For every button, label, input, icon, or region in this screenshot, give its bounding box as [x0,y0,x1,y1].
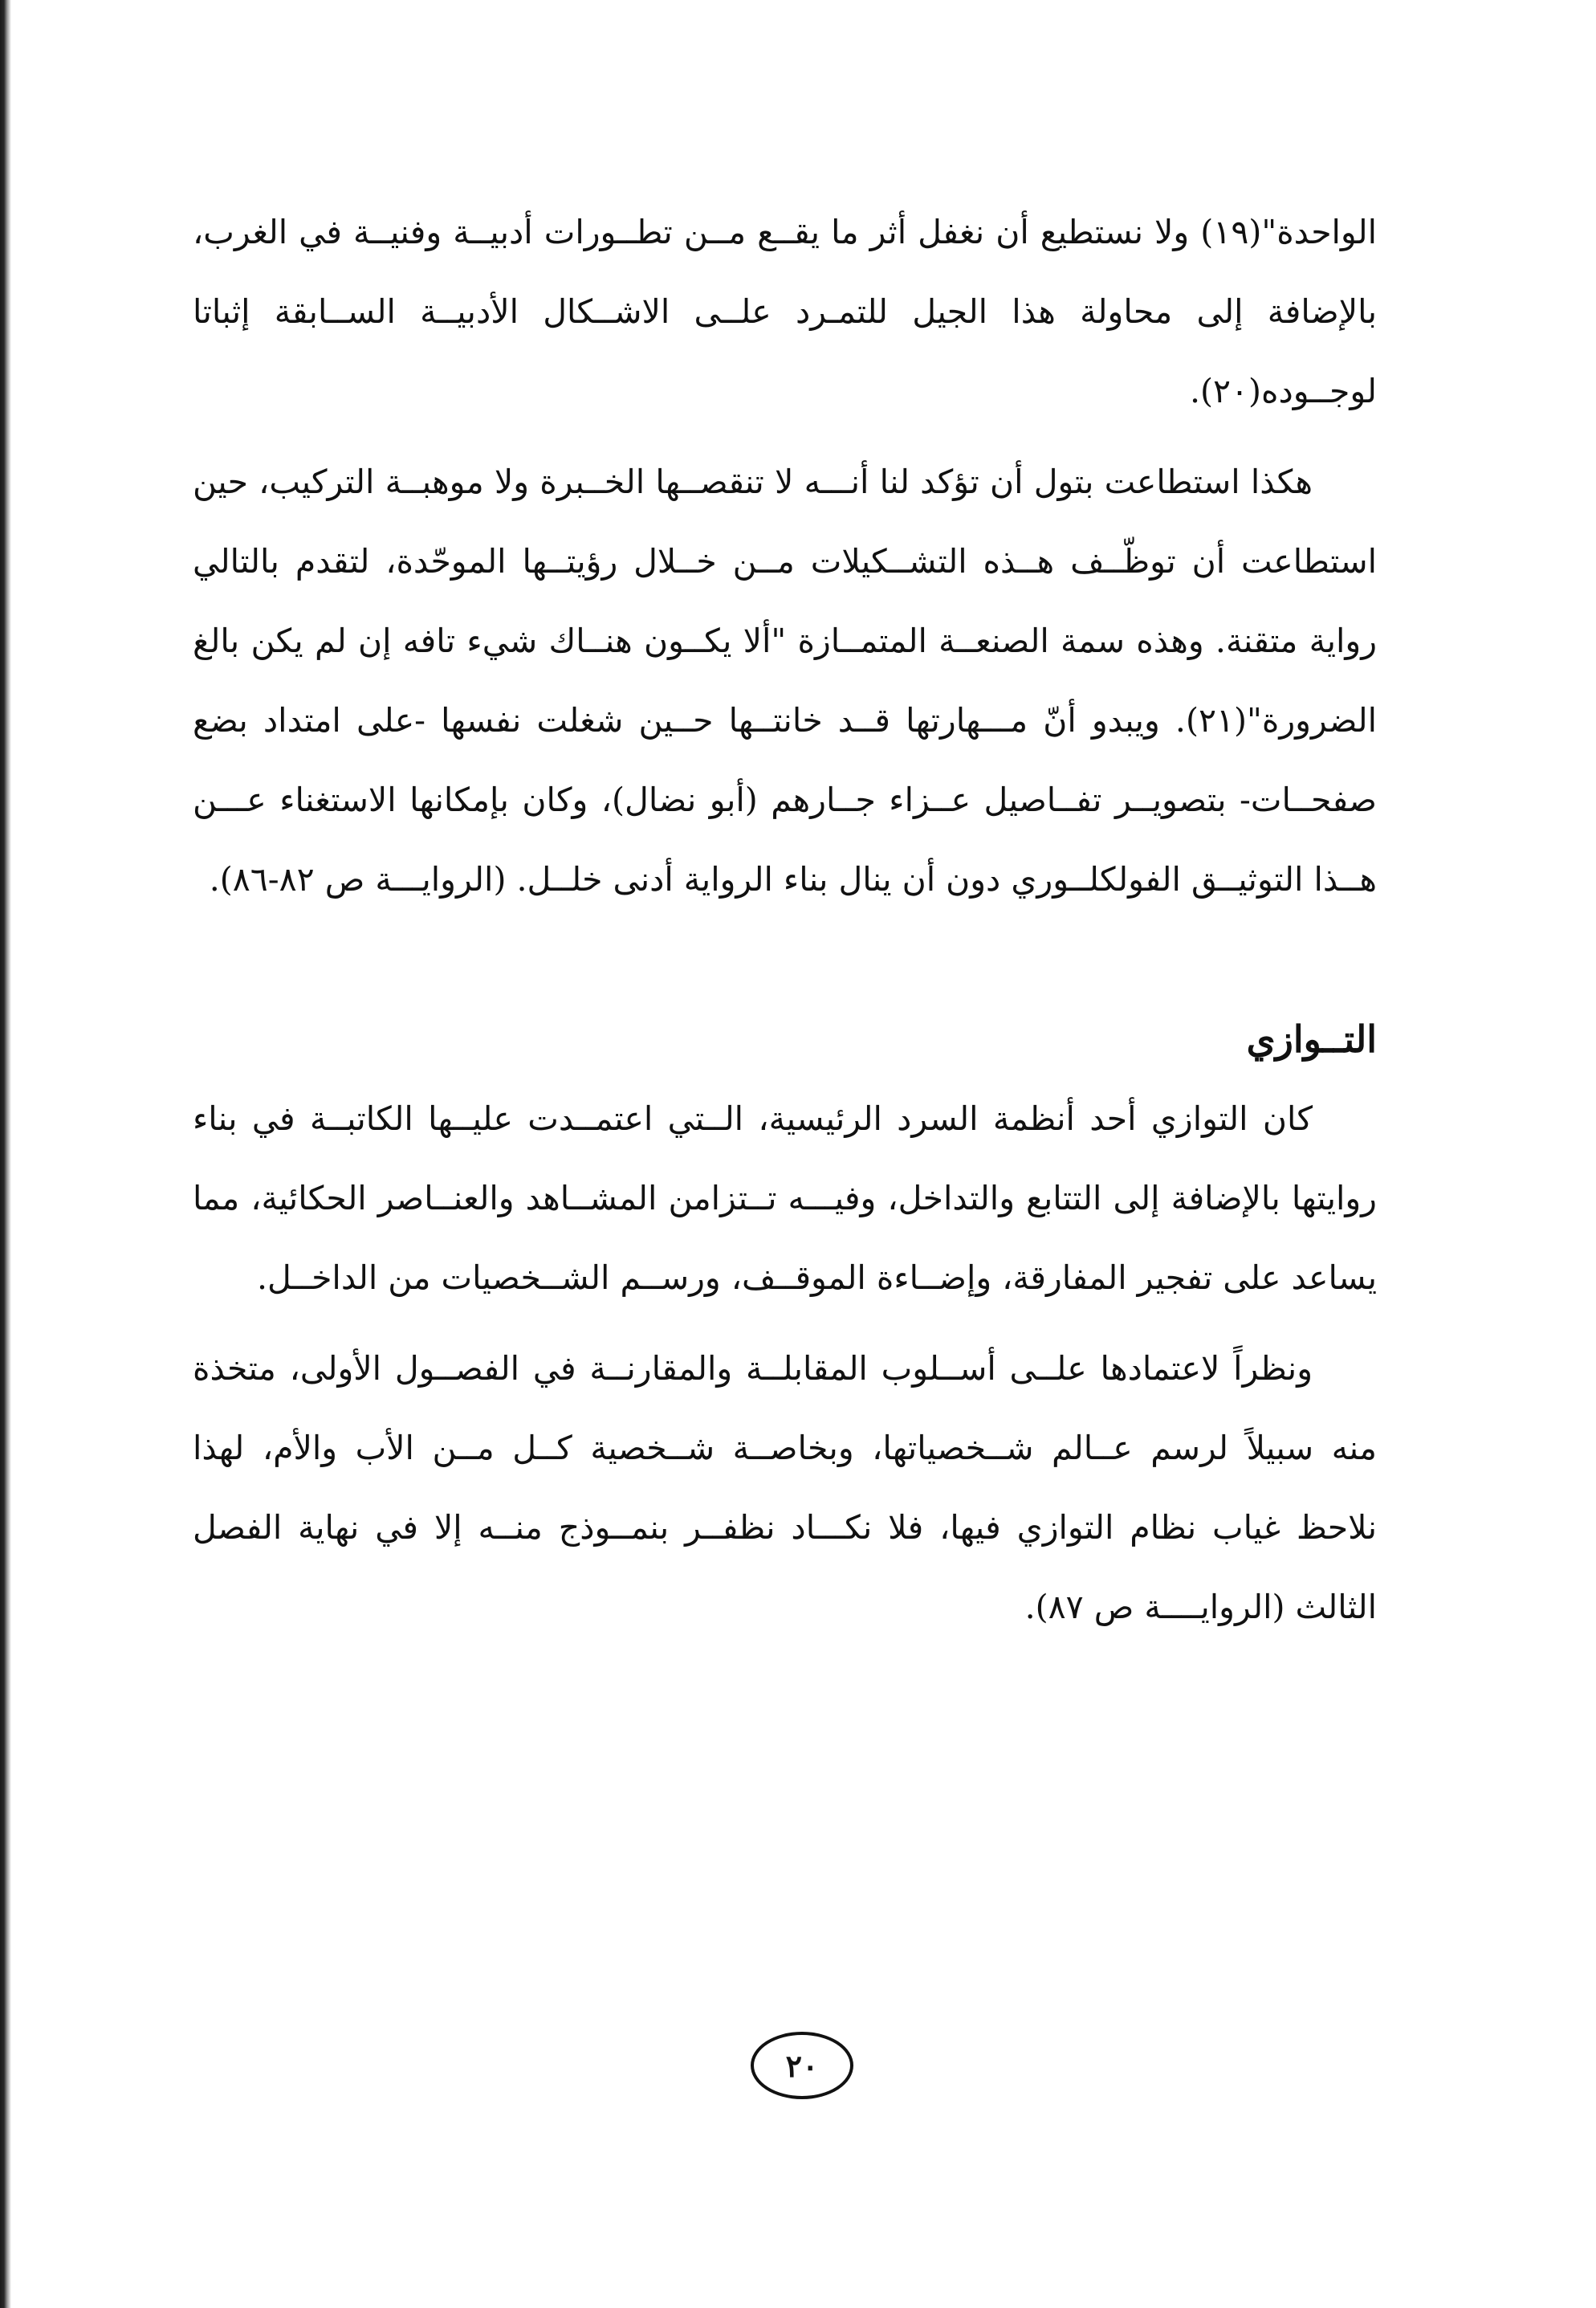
page-number: ٢٠ [751,2032,853,2099]
scan-edge-shadow [0,0,11,2308]
paragraph-2: هكذا استطاعت بتول أن تؤكد لنا أنـــه لا تنقصــها الخــبرة ولا موهبــة التركيب، حين استطاعت أن توظّــف هــذه التشــكيلات مــن خــلال رؤيتــها الموحّدة، لتقدم بالتالي رواية متقنة. وهذه سمة الصنعــة المتمــازة "ألا يكــون هنــاك شيء تافه إن لم يكن بالغ الضرورة"(٢١). ويبدو أنّ مـــهارتها قــد خانتــها حــين شغلت نفسها -على امتداد بضع صفحــات- بتصويــر تفــاصيل عــزاء جــارهم (أبو نضال)، وكان بإمكانها الاستغناء عـــن هــذا التوثيــق الفولكلــوري دون أن ينال بناء الرواية أدنى خلــل. (الروايـــة ص ٨٢-٨٦). [193,463,1377,899]
section-heading: التــوازي [1246,1017,1377,1061]
paragraph-4: ونظراً لاعتمادها علــى أســلوب المقابلــة والمقارنــة في الفصــول الأولى، متخذة منه سبيلاً لرسم عــالم شــخصياتها، وبخاصــة شــخصية كــل مــن الأب والأم، لهذا نلاحظ غياب نظام التوازي فيها، فلا نكـــاد نظفــر بنمــوذج منــه إلا في نهاية الفصل الثالث (الروايــــة ص ٨٧). [193,1349,1377,1626]
paragraph-1: الواحدة"(١٩) ولا نستطيع أن نغفل أثر ما يقــع مــن تطــورات أدبيــة وفنيــة في الغرب، بالإضافة إلى محاولة هذا الجيل للتمـرد علــى الاشــكال الأدبيــة الســابقة إثباتا لوجــوده(٢٠). [193,213,1377,410]
paragraph-3: كان التوازي أحد أنظمة السرد الرئيسية، الــتي اعتمــدت عليــها الكاتبــة في بناء روايتها بالإضافة إلى التتابع والتداخل، وفيـــه تــتزامن المشــاهد والعنــاصر الحكائية، مما يساعد على تفجير المفارقة، وإضــاءة الموقــف، ورســم الشــخصيات من الداخــل. [193,1099,1377,1297]
document-page [193,193,1377,1658]
